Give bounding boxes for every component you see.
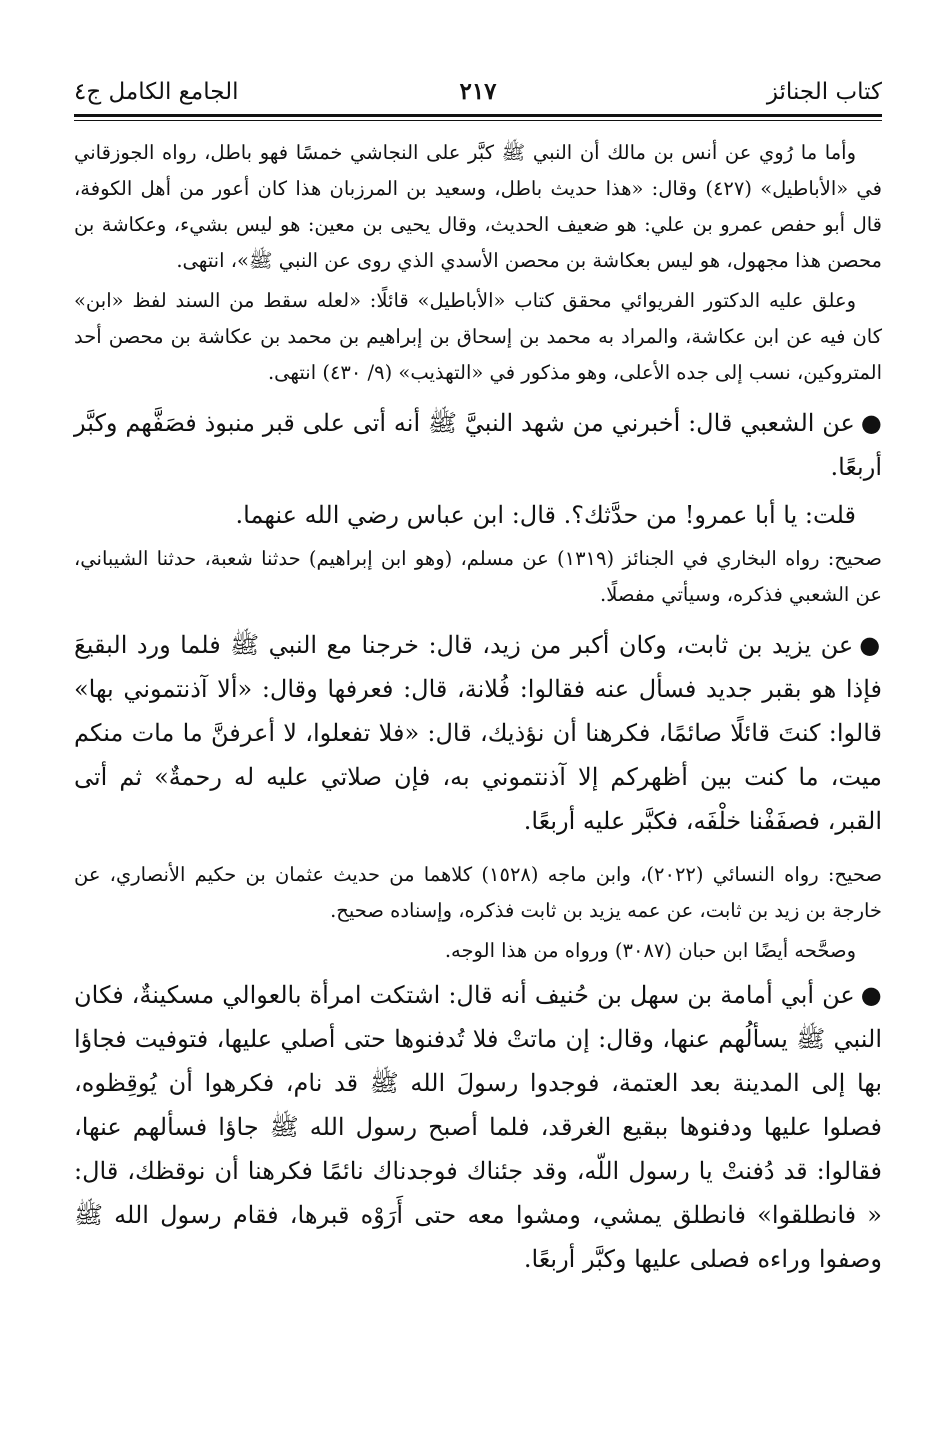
hadith-1 bbox=[74, 401, 882, 489]
takhrij-3: وصحَّحه أيضًا ابن حبان (٣٠٨٧) ورواه من هذا الوجه. bbox=[444, 939, 856, 962]
hadith-3-text: عن أبي أمامة بن سهل بن حُنيف أنه قال: اشتكت امرأة بالعوالي مسكينةٌ، فكان النبي ﷺ يسألُهم عنها، وقال: إن ماتتْ فلا تُدفنوها حتى أصلي عليها، فتوفيت فجاؤا بها إلى المدينة بعد العتمة، فوجدوا رسولَ الله ﷺ قد نام، فكرهوا أن يُوقِظوه، فصلوا عليها ودفنوها ببقيع الغرقد، فلما أصبح رسول الله ﷺ جاؤا فسألهم عنها، فقالوا: قد دُفنتْ يا رسول اللّه، وقد جئناك فوجدناك نائمًا فكرهنا أن نوقظك، قال: « فانطلقوا» فانطلق يمشي، ومشوا معه حتى أَرَوْه قبرها، فقام رسول الله ﷺ وصفوا وراءه فصلى عليها وكبَّر أربعًا. bbox=[74, 981, 883, 1273]
hadith-2-text: عن يزيد بن ثابت، وكان أكبر من زيد، قال: خرجنا مع النبي ﷺ فلما ورد البقيعَ فإذا هو بقبر جديد فسأل عنه فقالوا: فُلانة، قال: فعرفها وقال: «ألا آذنتموني بها» قالوا: كنتَ قائلًا صائمًا، فكرهنا أن نؤذيك، قال: «فلا تفعلوا، لا أعرفنَّ ما مات منكم ميت، ما كنت بين أظهركم إلا آذنتموني به، فإن صلاتي عليه له رحمةٌ» ثم أتى القبر، فصفَفْنا خلْفَه، فكبَّر عليه أربعًا. bbox=[74, 631, 882, 835]
hadith-1-text: عن الشعبي قال: أخبرني من شهد النبيَّ ﷺ أنه أتى على قبر منبوذ فصَفَّهم وكبَّر أربعًا. bbox=[74, 409, 882, 481]
hadith-1-continuation: قلت: يا أبا عمرو! من حدَّثك؟. قال: ابن عباس رضي الله عنهما. bbox=[235, 501, 856, 529]
book-page bbox=[0, 70, 948, 1450]
running-header bbox=[74, 70, 882, 114]
bullet-icon: ● bbox=[859, 631, 882, 659]
hadith-3 bbox=[74, 973, 882, 1281]
commentary-paragraph-1: وأما ما رُوي عن أنس بن مالك أن النبي ﷺ كبَّر على النجاشي خمسًا فهو باطل، رواه الجوزقاني في «الأباطيل» (٤٢٧) وقال: «هذا حديث باطل، وسعيد بن المرزبان هذا كان أعور من أهل الكوفة، قال أبو حفص عمرو بن علي: هو ضعيف الحديث، وقال يحيى بن معين: هو ليس بشيء، وعكاشة بن محصن هذا مجهول، هو ليس بعكاشة بن محصن الأسدي الذي روى عن النبي ﷺ»، انتهى. bbox=[74, 141, 882, 272]
header-rule-thin bbox=[74, 120, 882, 121]
bullet-icon: ● bbox=[860, 981, 882, 1009]
bullet-icon: ● bbox=[860, 409, 882, 437]
book-title: الجامع الكامل ج٤ bbox=[74, 79, 239, 105]
takhrij-2: صحيح: رواه النسائي (٢٠٢٢)، وابن ماجه (١٥٢٨) كلاهما من حديث عثمان بن حكيم الأنصاري، عن خارجة بن زيد بن ثابت، عن عمه يزيد بن ثابت فذكره، وإسناده صحيح. bbox=[74, 863, 883, 922]
commentary-paragraph-2: وعلق عليه الدكتور الفريوائي محقق كتاب «الأباطيل» قائلًا: «لعله سقط من السند لفظ «ابن» كان فيه عن ابن عكاشة، والمراد به محمد بن إسحاق بن إبراهيم بن محمد بن عكاشة بن محصن أحد المتروكين، نسب إلى جده الأعلى، وهو مذكور في «التهذيب» (٩/ ٤٣٠) انتهى. bbox=[74, 289, 882, 384]
chapter-title: كتاب الجنائز bbox=[766, 79, 882, 105]
hadith-2 bbox=[74, 623, 882, 843]
header-rule-thick bbox=[74, 114, 882, 117]
page-number: ٢١٧ bbox=[459, 78, 497, 105]
takhrij-1: صحيح: رواه البخاري في الجنائز (١٣١٩) عن مسلم، (وهو ابن إبراهيم) حدثنا شعبة، حدثنا الشيباني، عن الشعبي فذكره، وسيأتي مفصلًا. bbox=[74, 547, 882, 606]
